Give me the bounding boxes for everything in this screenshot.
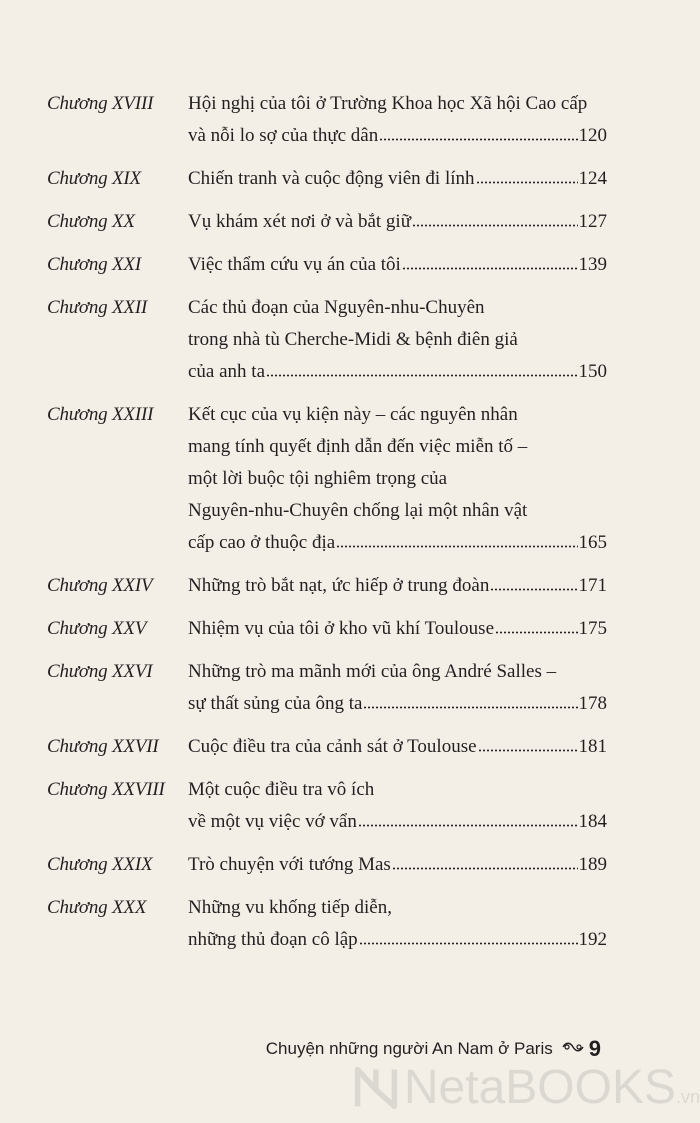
page-ref: 171: [578, 575, 607, 596]
chapter-title-last-line: [188, 249, 607, 281]
chapter-label: Chương XXV: [47, 618, 147, 639]
toc-entry: [47, 292, 607, 388]
chapter-title-line: Hội nghị của tôi ở Trường Khoa học Xã hội Cao cấp: [188, 93, 588, 114]
chapter-title-line: Vụ khám xét nơi ở và bắt giữ: [188, 211, 411, 232]
dot-leader: [363, 690, 577, 709]
page-ref: 192: [578, 929, 607, 950]
chapter-title-last-line: [188, 356, 607, 388]
toc-entry: [47, 399, 607, 559]
dot-leader: [379, 122, 577, 141]
chapter-title-last-line: [188, 849, 607, 881]
chapter-title-line: một lời buộc tội nghiêm trọng của: [188, 468, 448, 489]
chapter-title-line: Chiến tranh và cuộc động viên đi lính: [188, 168, 475, 189]
chapter-title-line: Nguyên-nhu-Chuyên chống lại một nhân vật: [188, 500, 528, 521]
dot-leader: [495, 615, 577, 634]
toc-entry: [47, 731, 607, 763]
chapter-label: Chương XXIII: [47, 404, 154, 425]
dot-leader: [412, 208, 578, 227]
chapter-title: [188, 206, 607, 238]
chapter-title-line: Những vu khống tiếp diễn,: [188, 897, 392, 918]
chapter-label: Chương XXIV: [47, 575, 153, 596]
chapter-label: Chương XXI: [47, 254, 141, 275]
page-ref: 181: [578, 736, 607, 757]
chapter-label: Chương XXII: [47, 297, 148, 318]
chapter-title: [188, 570, 607, 602]
chapter-title-line: Các thủ đoạn của Nguyên-nhu-Chuyên: [188, 297, 485, 318]
dot-leader: [266, 358, 577, 377]
chapter-title-line: trong nhà tù Cherche-Midi & bệnh điên giả: [188, 329, 518, 350]
toc-entry: [47, 249, 607, 281]
toc-entry: [47, 892, 607, 956]
chapter-title-line: Kết cục của vụ kiện này – các nguyên nhân: [188, 404, 518, 425]
dot-leader: [336, 529, 577, 548]
chapter-title: [188, 656, 607, 720]
chapter-title-line: Cuộc điều tra của cảnh sát ở Toulouse: [188, 736, 477, 757]
dot-leader: [490, 572, 577, 591]
chapter-title: [188, 849, 607, 881]
chapter-title-last-line: [188, 206, 607, 238]
chapter-label: Chương XXIX: [47, 854, 153, 875]
dot-leader: [476, 165, 578, 184]
chapter-title-line: Việc thẩm cứu vụ án của tôi: [188, 254, 401, 275]
chapter-title: [188, 249, 607, 281]
chapter-title: [188, 613, 607, 645]
chapter-title: [188, 292, 607, 388]
chapter-title-line: sự thất sủng của ông ta: [188, 693, 363, 714]
page-ref: 139: [578, 254, 607, 275]
page-ref: 165: [578, 532, 607, 553]
chapter-title-line: của anh ta: [188, 361, 266, 382]
chapter-label: Chương XXVIII: [47, 779, 165, 800]
chapter-title-line: Những trò bắt nạt, ức hiếp ở trung đoàn: [188, 575, 490, 596]
chapter-title: [188, 774, 607, 838]
page-number: 9: [588, 1036, 601, 1061]
chapter-label: Chương XIX: [47, 168, 141, 189]
chapter-title-line: Một cuộc điều tra vô ích: [188, 779, 375, 800]
toc-entry: [47, 88, 607, 152]
chapter-title-last-line: [188, 570, 607, 602]
chapter-title-line: mang tính quyết định dẫn đến việc miễn tố –: [188, 436, 528, 457]
chapter-title-line: Những trò ma mãnh mới của ông André Salles –: [188, 661, 557, 682]
chapter-title-line: Nhiệm vụ của tôi ở kho vũ khí Toulouse: [188, 618, 495, 639]
toc-entry: [47, 206, 607, 238]
watermark-text: NetaBOOKS.vn: [403, 1060, 700, 1114]
page-ref: 120: [578, 125, 607, 146]
chapter-title: [188, 88, 607, 152]
chapter-title: [188, 892, 607, 956]
chapter-title-last-line: [188, 527, 607, 559]
chapter-title: [188, 399, 607, 559]
chapter-title-last-line: [188, 613, 607, 645]
chapter-title: [188, 731, 607, 763]
chapter-label: Chương XXX: [47, 897, 147, 918]
page-ref: 150: [578, 361, 607, 382]
watermark: [352, 1054, 700, 1120]
page-ref: 124: [578, 168, 607, 189]
chapter-title-last-line: [188, 731, 607, 763]
dot-leader: [359, 926, 578, 945]
chapter-title-last-line: [188, 163, 607, 195]
chapter-title-last-line: [188, 924, 607, 956]
page-ref: 178: [578, 693, 607, 714]
chapter-title-line: về một vụ việc vớ vẩn: [188, 811, 357, 832]
toc-entry: [47, 613, 607, 645]
toc-entry: [47, 774, 607, 838]
toc-entry: [47, 849, 607, 881]
chapter-title-last-line: [188, 688, 607, 720]
page-ref: 127: [578, 211, 607, 232]
netabooks-logo-icon: [352, 1058, 400, 1116]
chapter-label: Chương XVIII: [47, 93, 154, 114]
toc-entry: [47, 163, 607, 195]
chapter-title-line: cấp cao ở thuộc địa: [188, 532, 336, 553]
book-title: Chuyện những người An Nam ở Paris: [265, 1039, 553, 1058]
page-ref: 175: [578, 618, 607, 639]
toc-entry: [47, 570, 607, 602]
chapter-label: Chương XXVI: [47, 661, 153, 682]
chapter-label: Chương XXVII: [47, 736, 159, 757]
page-ref: 184: [578, 811, 607, 832]
dot-leader: [392, 851, 578, 870]
chapter-title-last-line: [188, 120, 607, 152]
toc-entry: [47, 656, 607, 720]
chapter-title-line: và nỗi lo sợ của thực dân: [188, 125, 379, 146]
chapter-title-last-line: [188, 806, 607, 838]
dot-leader: [402, 251, 578, 270]
chapter-title: [188, 163, 607, 195]
table-of-contents: [47, 88, 607, 967]
dot-leader: [478, 733, 578, 752]
chapter-title-line: Trò chuyện với tướng Mas: [188, 854, 391, 875]
dot-leader: [358, 808, 578, 827]
page-ref: 189: [578, 854, 607, 875]
chapter-label: Chương XX: [47, 211, 135, 232]
chapter-title-line: những thủ đoạn cô lập: [188, 929, 358, 950]
